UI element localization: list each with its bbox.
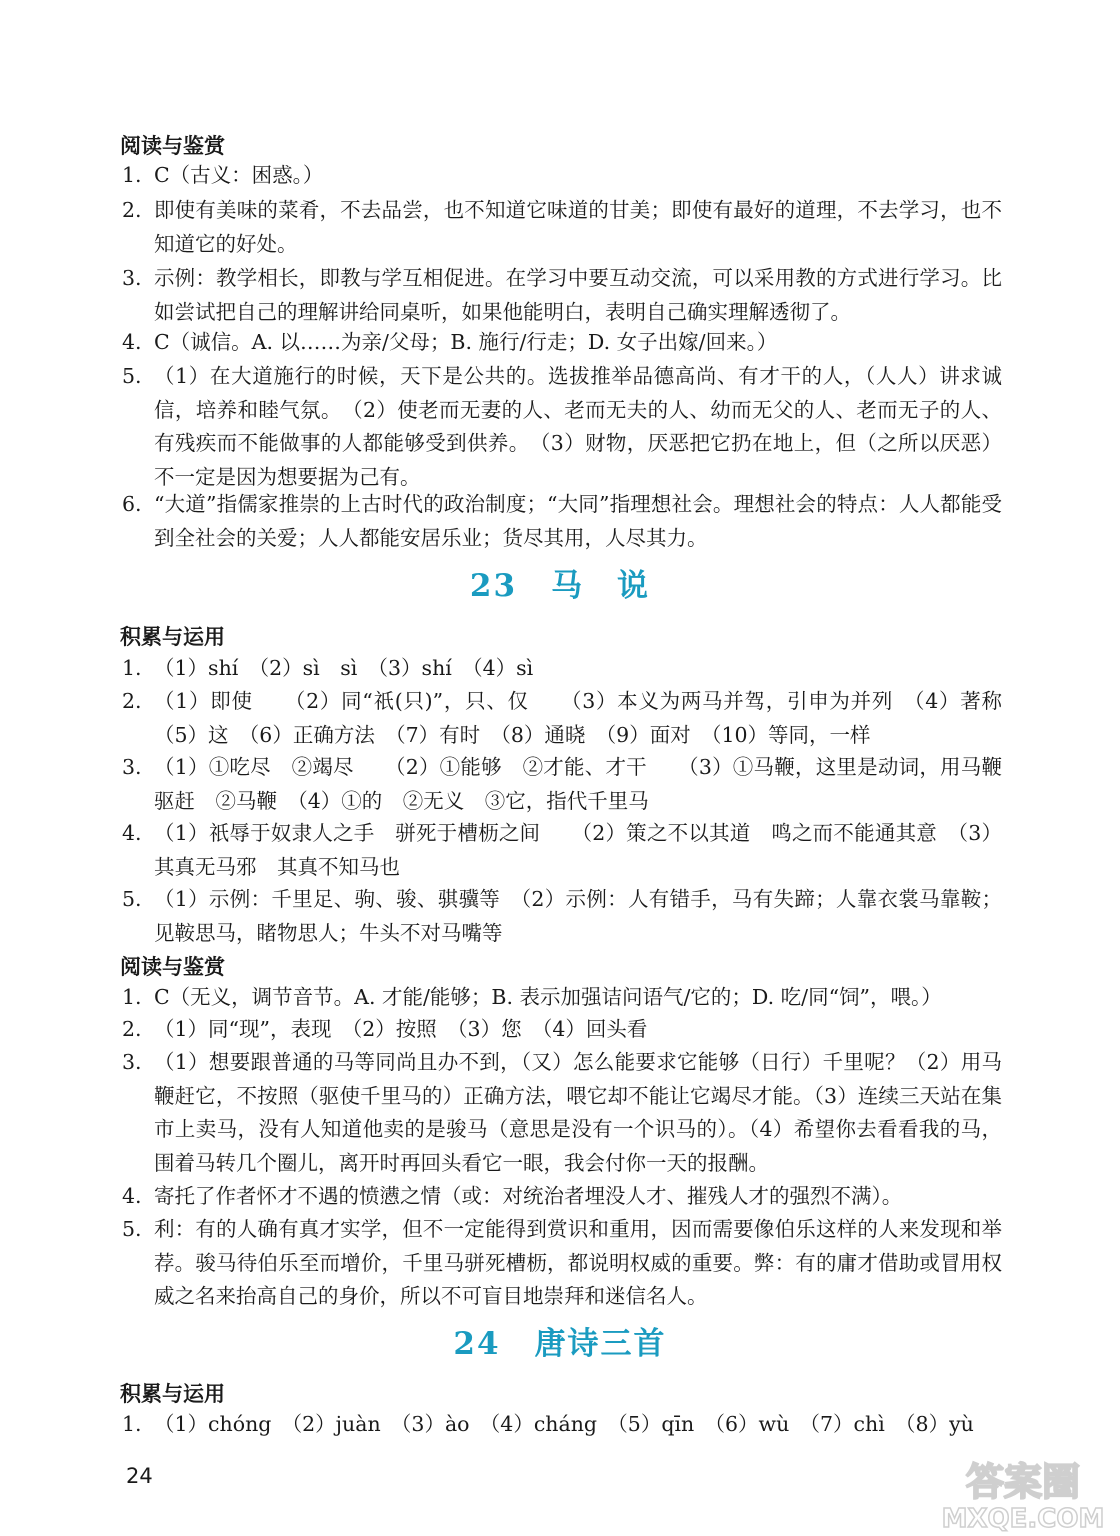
answer-item: 1. C（古义：困惑。） — [122, 163, 324, 187]
page-number: 24 — [126, 1464, 153, 1488]
answer-item: 5. （1）示例：千里足、驹、骏、骐骥等 （2）示例：人有错手，马有失蹄；人靠衣裳马靠鞍；见鞍思马，睹物思人；牛头不对马嘴等 — [122, 887, 1002, 945]
answer-item: 3. 示例：教学相长，即教与学互相促进。在学习中要互动交流，可以采用教的方式进行学习。比如尝试把自己的理解讲给同桌听，如果他能明白，表明自己确实理解透彻了。 — [122, 266, 1002, 324]
answer-item: 2. （1）即使 （2）同“祇(只)”，只、仅 （3）本义为两马并驾，引申为并列 （4）著称 （5）这 （6）正确方法 （7）有时 （8）通晓 （9）面对 （10）等同，一样 — [122, 689, 1023, 747]
watermark-url: MXQE.COM — [941, 1504, 1105, 1534]
chapter-title-24: 24 唐诗三首 — [453, 1326, 667, 1362]
answer-item: 2. 即使有美味的菜肴，不去品尝，也不知道它味道的甘美；即使有最好的道理，不去学习，也不知道它的好处。 — [122, 198, 1002, 256]
section-heading-accumulation: 积累与运用 — [120, 1382, 225, 1406]
answer-item: 1. （1）shí （2）sì sì （3）shí （4）sì — [122, 656, 534, 680]
chapter-title-23: 23 马 说 — [469, 568, 651, 604]
answer-item: 1. （1）chóng （2）juàn （3）ào （4）cháng （5）qīn （6）wù （7）chì （8）yù — [122, 1412, 974, 1436]
answer-item: 4. 寄托了作者怀才不遇的愤懑之情（或：对统治者埋没人才、摧残人才的强烈不满）。 — [122, 1184, 903, 1208]
answer-item: 4. （1）祇辱于奴隶人之手 骈死于槽枥之间 （2）策之不以其道 鸣之而不能通其意 （3）其真无马邪 其真不知马也 — [122, 821, 1002, 879]
section-heading-reading: 阅读与鉴赏 — [120, 134, 225, 158]
section-heading-reading: 阅读与鉴赏 — [120, 955, 225, 979]
answer-item: 5. 利：有的人确有真才实学，但不一定能得到赏识和重用，因而需要像伯乐这样的人来发现和举荐。骏马待伯乐至而增价，千里马骈死槽枥，都说明权威的重要。弊：有的庸才借助或冒用权威之名来抬高自己的身价，所以不可盲目地崇拜和迷信名人。 — [122, 1217, 1002, 1308]
answer-item: 3. （1）想要跟普通的马等同尚且办不到，（又）怎么能要求它能够（日行）千里呢？（2）用马鞭赶它，不按照（驱使千里马的）正确方法，喂它却不能让它竭尽才能。（3）连续三天站在集市上卖马，没有人知道他卖的是骏马（意思是没有一个识马的）。（4）希望你去看看我的马，围着马转几个圈儿，离开时再回头看它一眼，我会付你一天的报酬。 — [122, 1050, 1002, 1175]
section-heading-accumulation: 积累与运用 — [120, 625, 225, 649]
answer-item: 5. （1）在大道施行的时候，天下是公共的。选拔推举品德高尚、有才干的人，（人人）讲求诚信，培养和睦气氛。 （2）使老而无妻的人、老而无夫的人、幼而无父的人、老而无子的人、有残疾而不能做事的人都能够受到供养。 （3）财物，厌恶把它扔在地上，但（之所以厌恶）不一定是因为想要据为己有。 — [122, 364, 1002, 489]
answer-item: 2. （1）同“现”，表现 （2）按照 （3）您 （4）回头看 — [122, 1017, 648, 1041]
watermark-logo — [935, 1455, 1115, 1535]
answer-item: 6. “大道”指儒家推崇的上古时代的政治制度；“大同”指理想社会。理想社会的特点：人人都能受到全社会的关爱；人人都能安居乐业；货尽其用，人尽其力。 — [122, 492, 1002, 550]
answer-item: 1. C（无义，调节音节。A. 才能/能够；B. 表示加强诘问语气/它的；D. 吃/同“饲”，喂。） — [122, 985, 942, 1009]
answer-item: 4. C（诚信。A. 以……为亲/父母；B. 施行/行走；D. 女子出嫁/回来。） — [122, 330, 778, 354]
answer-item: 3. （1）①吃尽 ②竭尽 （2）①能够 ②才能、才干 （3）①马鞭，这里是动词，用马鞭驱赶 ②马鞭 （4）①的 ②无义 ③它，指代千里马 — [122, 755, 1002, 813]
watermark-text: 答案圈 — [965, 1460, 1081, 1504]
